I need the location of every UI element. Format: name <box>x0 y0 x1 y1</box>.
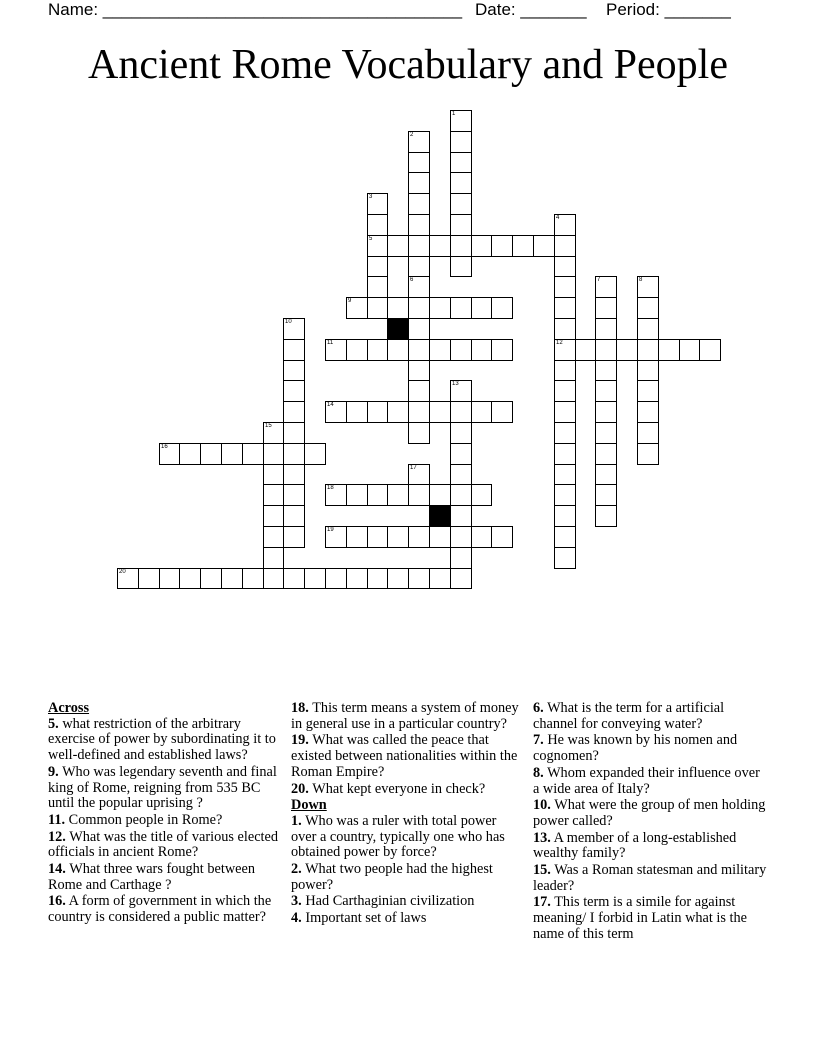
clue-text: What was called the peace that existed between nationalities within the Roman Empire? <box>291 732 518 780</box>
clue-number: 20. <box>291 780 309 797</box>
grid-cell[interactable] <box>554 318 576 340</box>
clue-down-8 <box>533 766 769 797</box>
grid-cell[interactable] <box>471 235 492 257</box>
grid-cell[interactable] <box>408 214 430 236</box>
grid-cell[interactable] <box>159 568 180 589</box>
grid-cell[interactable] <box>283 464 305 485</box>
grid-cell[interactable] <box>429 297 451 319</box>
grid-cell[interactable] <box>283 505 305 527</box>
grid-cell[interactable] <box>263 464 284 485</box>
clue-text: What was the title of various elected officials in ancient Rome? <box>48 828 279 861</box>
grid-cell[interactable] <box>595 484 617 506</box>
grid-cell[interactable] <box>408 235 430 257</box>
grid-cell[interactable] <box>554 214 576 236</box>
grid-cell[interactable] <box>263 422 284 444</box>
grid-cell[interactable] <box>263 547 284 569</box>
clue-number: 1. <box>291 812 302 829</box>
grid-cell[interactable] <box>637 276 659 298</box>
grid-cell[interactable] <box>554 297 576 319</box>
clue-number: 10. <box>533 797 551 814</box>
grid-cell[interactable] <box>387 526 409 548</box>
grid-cell[interactable] <box>450 214 472 236</box>
grid-cell[interactable] <box>450 297 472 319</box>
grid-cell[interactable] <box>491 339 513 361</box>
cell-number: 16 <box>161 444 168 450</box>
clue-text: Was a Roman statesman and military leader? <box>533 862 767 894</box>
clue-text: A form of government in which the country is considered a public matter? <box>48 893 272 926</box>
grid-cell[interactable] <box>429 339 451 361</box>
date-field[interactable]: Date: _______ <box>475 0 587 19</box>
grid-cell[interactable] <box>325 484 347 506</box>
grid-cell[interactable] <box>554 401 576 423</box>
grid-cell[interactable] <box>367 235 388 257</box>
clue-number: 4. <box>291 910 302 927</box>
grid-cell[interactable] <box>346 568 368 589</box>
grid-cell[interactable] <box>283 526 305 548</box>
grid-cell[interactable] <box>283 380 305 402</box>
clue-number: 2. <box>291 861 302 878</box>
cell-number: 17 <box>410 465 417 471</box>
grid-cell[interactable] <box>450 235 472 257</box>
clue-text: What kept everyone in check? <box>312 780 486 797</box>
grid-cell[interactable] <box>616 339 638 361</box>
grid-cell[interactable] <box>554 464 576 485</box>
cell-number: 1 <box>452 111 456 117</box>
grid-cell[interactable] <box>221 568 243 589</box>
clue-across-12 <box>48 830 284 861</box>
grid-cell[interactable] <box>637 339 659 361</box>
grid-cell[interactable] <box>554 276 576 298</box>
cell-number: 13 <box>452 381 459 387</box>
clue-down-6 <box>533 701 769 732</box>
grid-cell[interactable] <box>408 484 430 506</box>
grid-cell[interactable] <box>387 339 409 361</box>
cell-number: 7 <box>597 277 601 283</box>
grid-cell[interactable] <box>554 380 576 402</box>
grid-cell[interactable] <box>408 380 430 402</box>
cell-number: 8 <box>639 277 643 283</box>
clue-down-17 <box>533 895 769 942</box>
grid-cell[interactable] <box>554 526 576 548</box>
grid-cell[interactable] <box>491 526 513 548</box>
clue-text: Important set of laws <box>305 910 427 927</box>
grid-cell[interactable] <box>159 443 180 465</box>
clue-down-1 <box>291 814 519 861</box>
grid-cell[interactable] <box>367 214 388 236</box>
grid-cell[interactable] <box>367 193 388 215</box>
grid-cell[interactable] <box>450 505 472 527</box>
grid-cell[interactable] <box>554 484 576 506</box>
grid-cell[interactable] <box>367 484 388 506</box>
grid-cell[interactable] <box>450 110 472 132</box>
grid-cell[interactable] <box>346 484 368 506</box>
grid-cell[interactable] <box>491 235 513 257</box>
clue-text: What three wars fought between Rome and Carthage ? <box>48 861 255 893</box>
clue-across-16 <box>48 894 284 925</box>
clue-text: What two people had the highest power? <box>291 861 493 893</box>
grid-cell[interactable] <box>637 422 659 444</box>
grid-cell[interactable] <box>387 568 409 589</box>
clue-number: 7. <box>533 732 544 749</box>
grid-cell[interactable] <box>387 235 409 257</box>
grid-cell[interactable] <box>408 339 430 361</box>
grid-cell[interactable] <box>554 235 576 257</box>
clue-across-9 <box>48 765 284 812</box>
grid-cell[interactable] <box>367 339 388 361</box>
clues-column-2 <box>291 701 519 928</box>
grid-cell[interactable] <box>283 318 305 340</box>
grid-cell[interactable] <box>450 443 472 465</box>
clue-number: 9. <box>48 763 59 780</box>
clue-text: what restriction of the arbitrary exercise of power by subordinating it to well-defined and established laws? <box>48 715 276 764</box>
cell-number: 20 <box>119 569 126 575</box>
grid-cell[interactable] <box>283 443 305 465</box>
clue-across-20 <box>291 782 519 798</box>
clue-across-14 <box>48 862 284 893</box>
grid-cell[interactable] <box>429 568 451 589</box>
grid-cell[interactable] <box>387 484 409 506</box>
grid-cell[interactable] <box>408 360 430 381</box>
grid-cell[interactable] <box>450 193 472 215</box>
clue-number: 18. <box>291 700 309 716</box>
clue-number: 6. <box>533 700 544 716</box>
clue-text: Common people in Rome? <box>68 811 223 828</box>
clue-number: 13. <box>533 829 551 846</box>
clue-number: 19. <box>291 732 309 749</box>
grid-cell[interactable] <box>637 443 659 465</box>
grid-cell[interactable] <box>554 547 576 569</box>
clue-across-5 <box>48 717 284 764</box>
grid-cell[interactable] <box>533 235 555 257</box>
grid-cell[interactable] <box>595 276 617 298</box>
clue-number: 14. <box>48 861 66 878</box>
grid-cell[interactable] <box>367 276 388 298</box>
cell-number: 6 <box>410 277 414 283</box>
clue-down-2 <box>291 862 519 893</box>
grid-cell[interactable] <box>595 464 617 485</box>
cell-number: 4 <box>556 215 560 221</box>
clue-number: 3. <box>291 893 302 910</box>
grid-cell[interactable] <box>471 339 492 361</box>
grid-cell[interactable] <box>450 256 472 277</box>
clue-number: 15. <box>533 862 551 879</box>
grid-cell[interactable] <box>450 131 472 153</box>
grid-cell[interactable] <box>408 464 430 485</box>
clue-text: A member of a long-established wealthy family? <box>533 829 737 862</box>
grid-cell[interactable] <box>554 443 576 465</box>
grid-cell[interactable] <box>200 443 222 465</box>
grid-cell[interactable] <box>263 526 284 548</box>
grid-cell[interactable] <box>429 526 451 548</box>
grid-cell[interactable] <box>117 568 139 589</box>
grid-cell[interactable] <box>242 443 264 465</box>
grid-cell[interactable] <box>263 484 284 506</box>
grid-cell[interactable] <box>346 339 368 361</box>
grid-cell[interactable] <box>283 401 305 423</box>
grid-cell[interactable] <box>408 276 430 298</box>
grid-cell[interactable] <box>325 401 347 423</box>
clue-down-15 <box>533 863 769 894</box>
grid-cell[interactable] <box>387 297 409 319</box>
grid-cell[interactable] <box>554 422 576 444</box>
grid-cell[interactable] <box>429 235 451 257</box>
grid-cell[interactable] <box>325 568 347 589</box>
clue-number: 5. <box>48 715 59 732</box>
grid-cell[interactable] <box>450 401 472 423</box>
grid-cell[interactable] <box>367 526 388 548</box>
grid-cell[interactable] <box>471 297 492 319</box>
grid-cell[interactable] <box>367 297 388 319</box>
grid-cell[interactable] <box>554 256 576 277</box>
grid-cell[interactable] <box>179 443 201 465</box>
grid-cell[interactable] <box>408 256 430 277</box>
grid-cell[interactable] <box>450 484 472 506</box>
clues-column-3 <box>533 701 769 944</box>
grid-cell[interactable] <box>637 297 659 319</box>
grid-cell[interactable] <box>429 484 451 506</box>
grid-cell[interactable] <box>595 360 617 381</box>
grid-cell[interactable] <box>408 297 430 319</box>
cell-number: 5 <box>369 236 373 242</box>
grid-cell[interactable] <box>491 401 513 423</box>
grid-cell[interactable] <box>450 380 472 402</box>
grid-cell[interactable] <box>283 339 305 361</box>
grid-cell[interactable] <box>471 526 492 548</box>
grid-cell[interactable] <box>408 526 430 548</box>
grid-cell[interactable] <box>595 401 617 423</box>
cell-number: 15 <box>265 423 272 429</box>
grid-cell[interactable] <box>408 401 430 423</box>
grid-cell[interactable] <box>179 568 201 589</box>
grid-cell[interactable] <box>408 568 430 589</box>
grid-cell[interactable] <box>595 422 617 444</box>
grid-cell[interactable] <box>637 318 659 340</box>
grid-cell[interactable] <box>450 547 472 569</box>
grid-cell[interactable] <box>325 526 347 548</box>
period-field[interactable]: Period: _______ <box>606 0 731 19</box>
grid-cell[interactable] <box>575 339 596 361</box>
grid-cell[interactable] <box>658 339 680 361</box>
cell-number: 14 <box>327 402 334 408</box>
grid-cell[interactable] <box>346 526 368 548</box>
grid-cell[interactable] <box>408 152 430 173</box>
grid-cell[interactable] <box>325 339 347 361</box>
cell-number: 10 <box>285 319 292 325</box>
black-square <box>429 505 451 527</box>
grid-cell[interactable] <box>637 401 659 423</box>
clues-column-1 <box>48 701 284 927</box>
clue-down-3 <box>291 894 519 910</box>
cell-number: 12 <box>556 340 563 346</box>
grid-cell[interactable] <box>408 318 430 340</box>
clue-text: Whom expanded their influence over a wide area of Italy? <box>533 764 760 797</box>
cell-number: 9 <box>348 298 352 304</box>
grid-cell[interactable] <box>595 443 617 465</box>
grid-cell[interactable] <box>429 401 451 423</box>
grid-cell[interactable] <box>408 131 430 153</box>
clue-across-19 <box>291 733 519 780</box>
grid-cell[interactable] <box>200 568 222 589</box>
grid-cell[interactable] <box>221 443 243 465</box>
grid-cell[interactable] <box>283 360 305 381</box>
grid-cell[interactable] <box>450 339 472 361</box>
cell-number: 3 <box>369 194 373 200</box>
grid-cell[interactable] <box>679 339 700 361</box>
clue-number: 11. <box>48 811 66 828</box>
grid-cell[interactable] <box>595 297 617 319</box>
clue-number: 12. <box>48 828 66 845</box>
grid-cell[interactable] <box>283 484 305 506</box>
grid-cell[interactable] <box>512 235 534 257</box>
grid-cell[interactable] <box>471 484 492 506</box>
cell-number: 18 <box>327 485 334 491</box>
clue-down-7 <box>533 733 769 764</box>
clue-number: 16. <box>48 893 66 910</box>
grid-cell[interactable] <box>637 360 659 381</box>
clue-text: What is the term for a artificial channel for conveying water? <box>533 700 725 732</box>
cell-number: 11 <box>327 340 334 346</box>
grid-cell[interactable] <box>450 422 472 444</box>
grid-cell[interactable] <box>450 464 472 485</box>
grid-cell[interactable] <box>595 318 617 340</box>
grid-cell[interactable] <box>304 443 326 465</box>
grid-cell[interactable] <box>263 568 284 589</box>
grid-cell[interactable] <box>637 380 659 402</box>
clue-text: He was known by his nomen and cognomen? <box>533 732 738 765</box>
grid-cell[interactable] <box>263 505 284 527</box>
grid-cell[interactable] <box>595 380 617 402</box>
black-square <box>387 318 409 340</box>
clue-text: Had Carthaginian civilization <box>305 893 475 910</box>
grid-cell[interactable] <box>283 568 305 589</box>
grid-cell[interactable] <box>554 360 576 381</box>
clue-number: 17. <box>533 894 551 911</box>
grid-cell[interactable] <box>367 256 388 277</box>
clue-text: Who was a ruler with total power over a country, typically one who has obtained power by force? <box>291 812 505 861</box>
grid-cell[interactable] <box>699 339 721 361</box>
grid-cell[interactable] <box>263 443 284 465</box>
grid-cell[interactable] <box>450 526 472 548</box>
grid-cell[interactable] <box>408 422 430 444</box>
grid-cell[interactable] <box>450 568 472 589</box>
cell-number: 19 <box>327 527 334 533</box>
clue-across-18 <box>291 701 519 732</box>
grid-cell[interactable] <box>471 401 492 423</box>
grid-cell[interactable] <box>450 172 472 194</box>
clue-down-13 <box>533 831 769 862</box>
grid-cell[interactable] <box>283 422 305 444</box>
grid-cell[interactable] <box>408 172 430 194</box>
across-heading: Across <box>48 700 90 716</box>
grid-cell[interactable] <box>491 297 513 319</box>
grid-cell[interactable] <box>595 339 617 361</box>
grid-cell[interactable] <box>367 401 388 423</box>
grid-cell[interactable] <box>595 505 617 527</box>
grid-cell[interactable] <box>554 505 576 527</box>
clue-text: This term is a simile for against meaning/ I forbid in Latin what is the name of this term <box>533 894 748 942</box>
grid-cell[interactable] <box>346 297 368 319</box>
clue-across-11 <box>48 813 284 829</box>
grid-cell[interactable] <box>554 339 576 361</box>
grid-cell[interactable] <box>304 568 326 589</box>
grid-cell[interactable] <box>367 568 388 589</box>
grid-cell[interactable] <box>408 193 430 215</box>
clue-text: This term means a system of money in general use in a particular country? <box>291 700 519 732</box>
clue-text: What were the group of men holding power called? <box>533 797 766 829</box>
page-title: Ancient Rome Vocabulary and People <box>88 42 728 88</box>
clue-down-4 <box>291 911 519 927</box>
clue-down-10 <box>533 798 769 829</box>
grid-cell[interactable] <box>138 568 160 589</box>
grid-cell[interactable] <box>346 401 368 423</box>
name-field[interactable]: Name: ______________________________________ <box>48 0 463 19</box>
grid-cell[interactable] <box>450 152 472 173</box>
grid-cell[interactable] <box>242 568 264 589</box>
clue-text: Who was legendary seventh and final king of Rome, reigning from 535 BC until the popular uprising ? <box>48 763 277 812</box>
clue-number: 8. <box>533 764 544 781</box>
grid-cell[interactable] <box>387 401 409 423</box>
down-heading: Down <box>291 797 327 814</box>
cell-number: 2 <box>410 132 414 138</box>
